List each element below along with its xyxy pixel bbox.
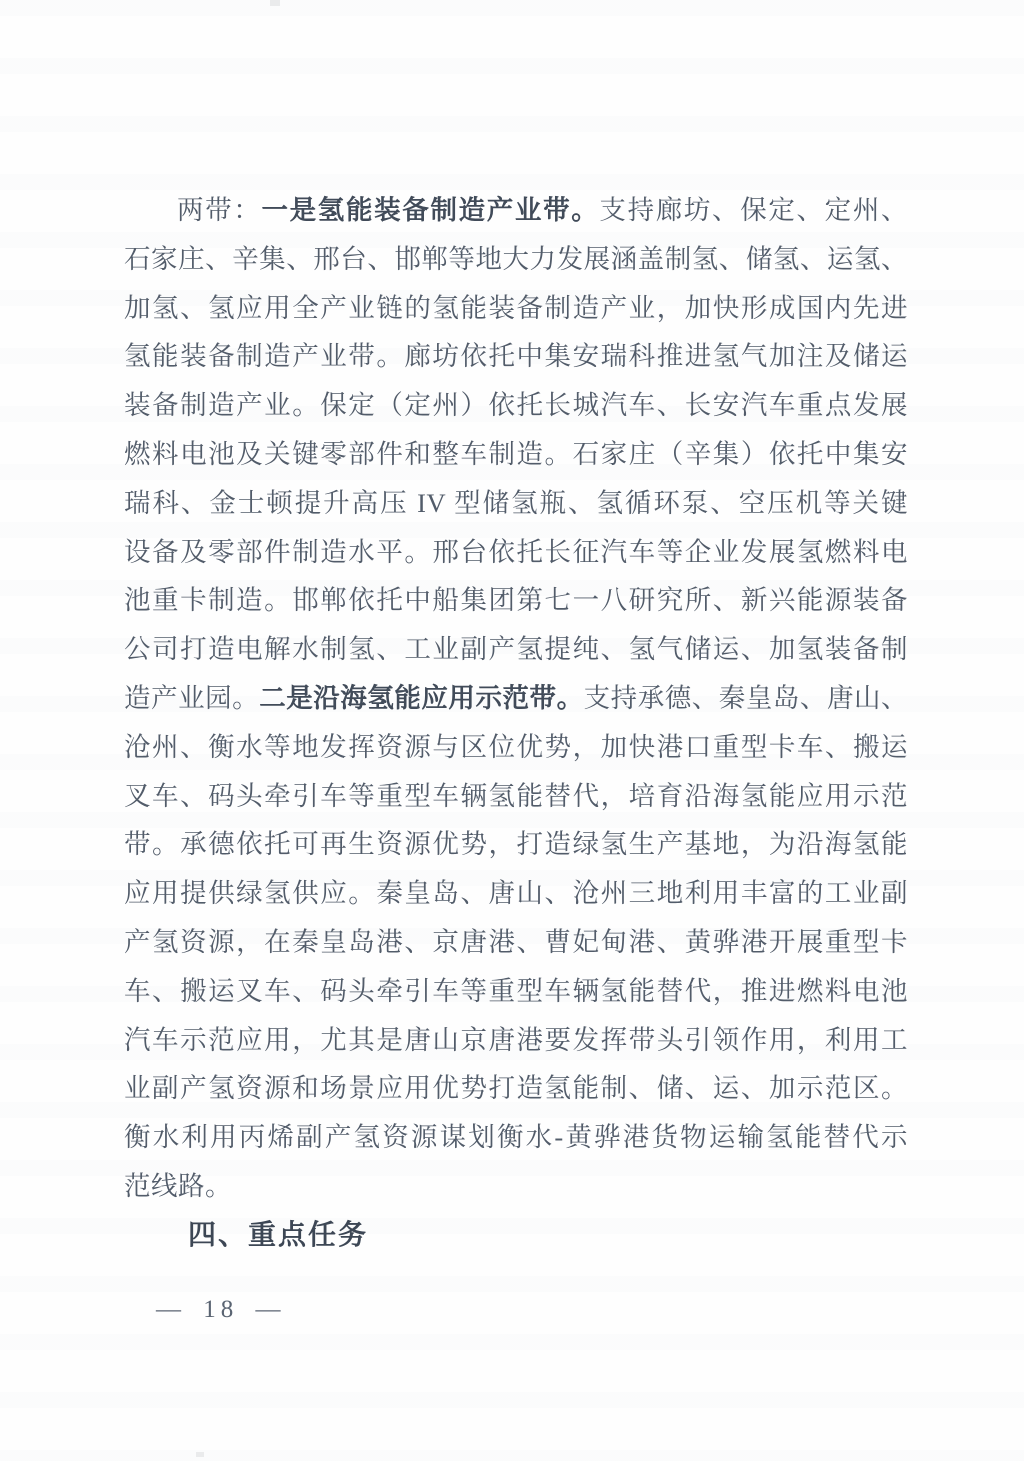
body-text-run: 业副产氢资源和场景应用优势打造氢能制、储、运、加示范区。 [124,1073,908,1104]
text-line [124,625,908,674]
body-text-run: 氢能装备制造产业带。廊坊依托中集安瑞科推进氢气加注及储运 [124,341,908,372]
body-text-run: 支持承德、秦皇岛、唐山、 [583,682,909,713]
text-line [124,967,908,1016]
body-text-run: 支持廊坊、保定、定州、 [599,195,909,225]
body-text-run: 瑞科、金士顿提升高压 IV 型储氢瓶、氢循环泵、空压机等关键 [124,487,908,518]
body-text-run: 应用提供绿氢供应。秦皇岛、唐山、沧州三地利用丰富的工业副 [124,878,908,909]
body-text-run: 公司打造电解水制氢、工业副产氢提纯、氢气储运、加氢装备制 [124,634,908,665]
text-line [124,235,908,284]
body-text-run: 范线路。 [124,1170,232,1201]
scan-artifact [270,0,280,6]
body-text-run: 燃料电池及关键零部件和整车制造。石家庄（辛集）依托中集安 [124,438,908,469]
text-line [124,430,908,479]
text-line [124,528,908,577]
text-line [124,674,908,723]
text-line [124,1064,908,1113]
body-text-run: 造产业园。 [124,682,260,713]
text-line [124,186,908,235]
text-line [124,284,908,333]
body-text-run: 石家庄、辛集、邢台、邯郸等地大力发展涵盖制氢、储氢、运氢、 [124,243,908,274]
text-line [124,918,908,967]
body-text-run: 两带： [177,195,262,225]
body-text-run: 产氢资源，在秦皇岛港、京唐港、曹妃甸港、黄骅港开展重型卡 [124,926,908,957]
body-text-run: 叉车、码头牵引车等重型车辆氢能替代，培育沿海氢能应用示范 [124,780,908,811]
text-line [124,381,908,430]
body-text-run: 加氢、氢应用全产业链的氢能装备制造产业，加快形成国内先进 [124,292,908,323]
text-line [124,1113,908,1162]
page-number: — 18 — [156,1296,286,1323]
text-line [124,1016,908,1065]
text-line [124,1162,908,1211]
body-text-run: 车、搬运叉车、码头牵引车等重型车辆氢能替代，推进燃料电池 [124,975,908,1006]
section-heading: 四、重点任务 [188,1219,369,1250]
body-text-run: 设备及零部件制造水平。邢台依托长征汽车等企业发展氢燃料电 [124,536,908,567]
body-text-run: 汽车示范应用，尤其是唐山京唐港要发挥带头引领作用，利用工 [124,1024,908,1055]
body-text-run: 池重卡制造。邯郸依托中船集团第七一八研究所、新兴能源装备 [124,585,908,616]
paragraph-two-belts [124,186,908,1211]
body-text-run: 装备制造产业。保定（定州）依托长城汽车、长安汽车重点发展 [124,390,908,421]
body-text-run: 带。承德依托可再生资源优势，打造绿氢生产基地，为沿海氢能 [124,829,908,860]
body-text-run: 沧州、衡水等地发挥资源与区位优势，加快港口重型卡车、搬运 [124,731,908,762]
text-line [124,772,908,821]
text-line [124,820,908,869]
scan-artifact [196,1452,204,1457]
text-line [124,479,908,528]
text-line [124,869,908,918]
body-text-run: 衡水利用丙烯副产氢资源谋划衡水-黄骅港货物运输氢能替代示 [124,1122,908,1153]
emphasis-text: 一是氢能装备制造产业带。 [261,195,600,225]
text-line [124,723,908,772]
text-line [124,576,908,625]
emphasis-text: 二是沿海氢能应用示范带。 [259,682,584,713]
text-line [124,332,908,381]
